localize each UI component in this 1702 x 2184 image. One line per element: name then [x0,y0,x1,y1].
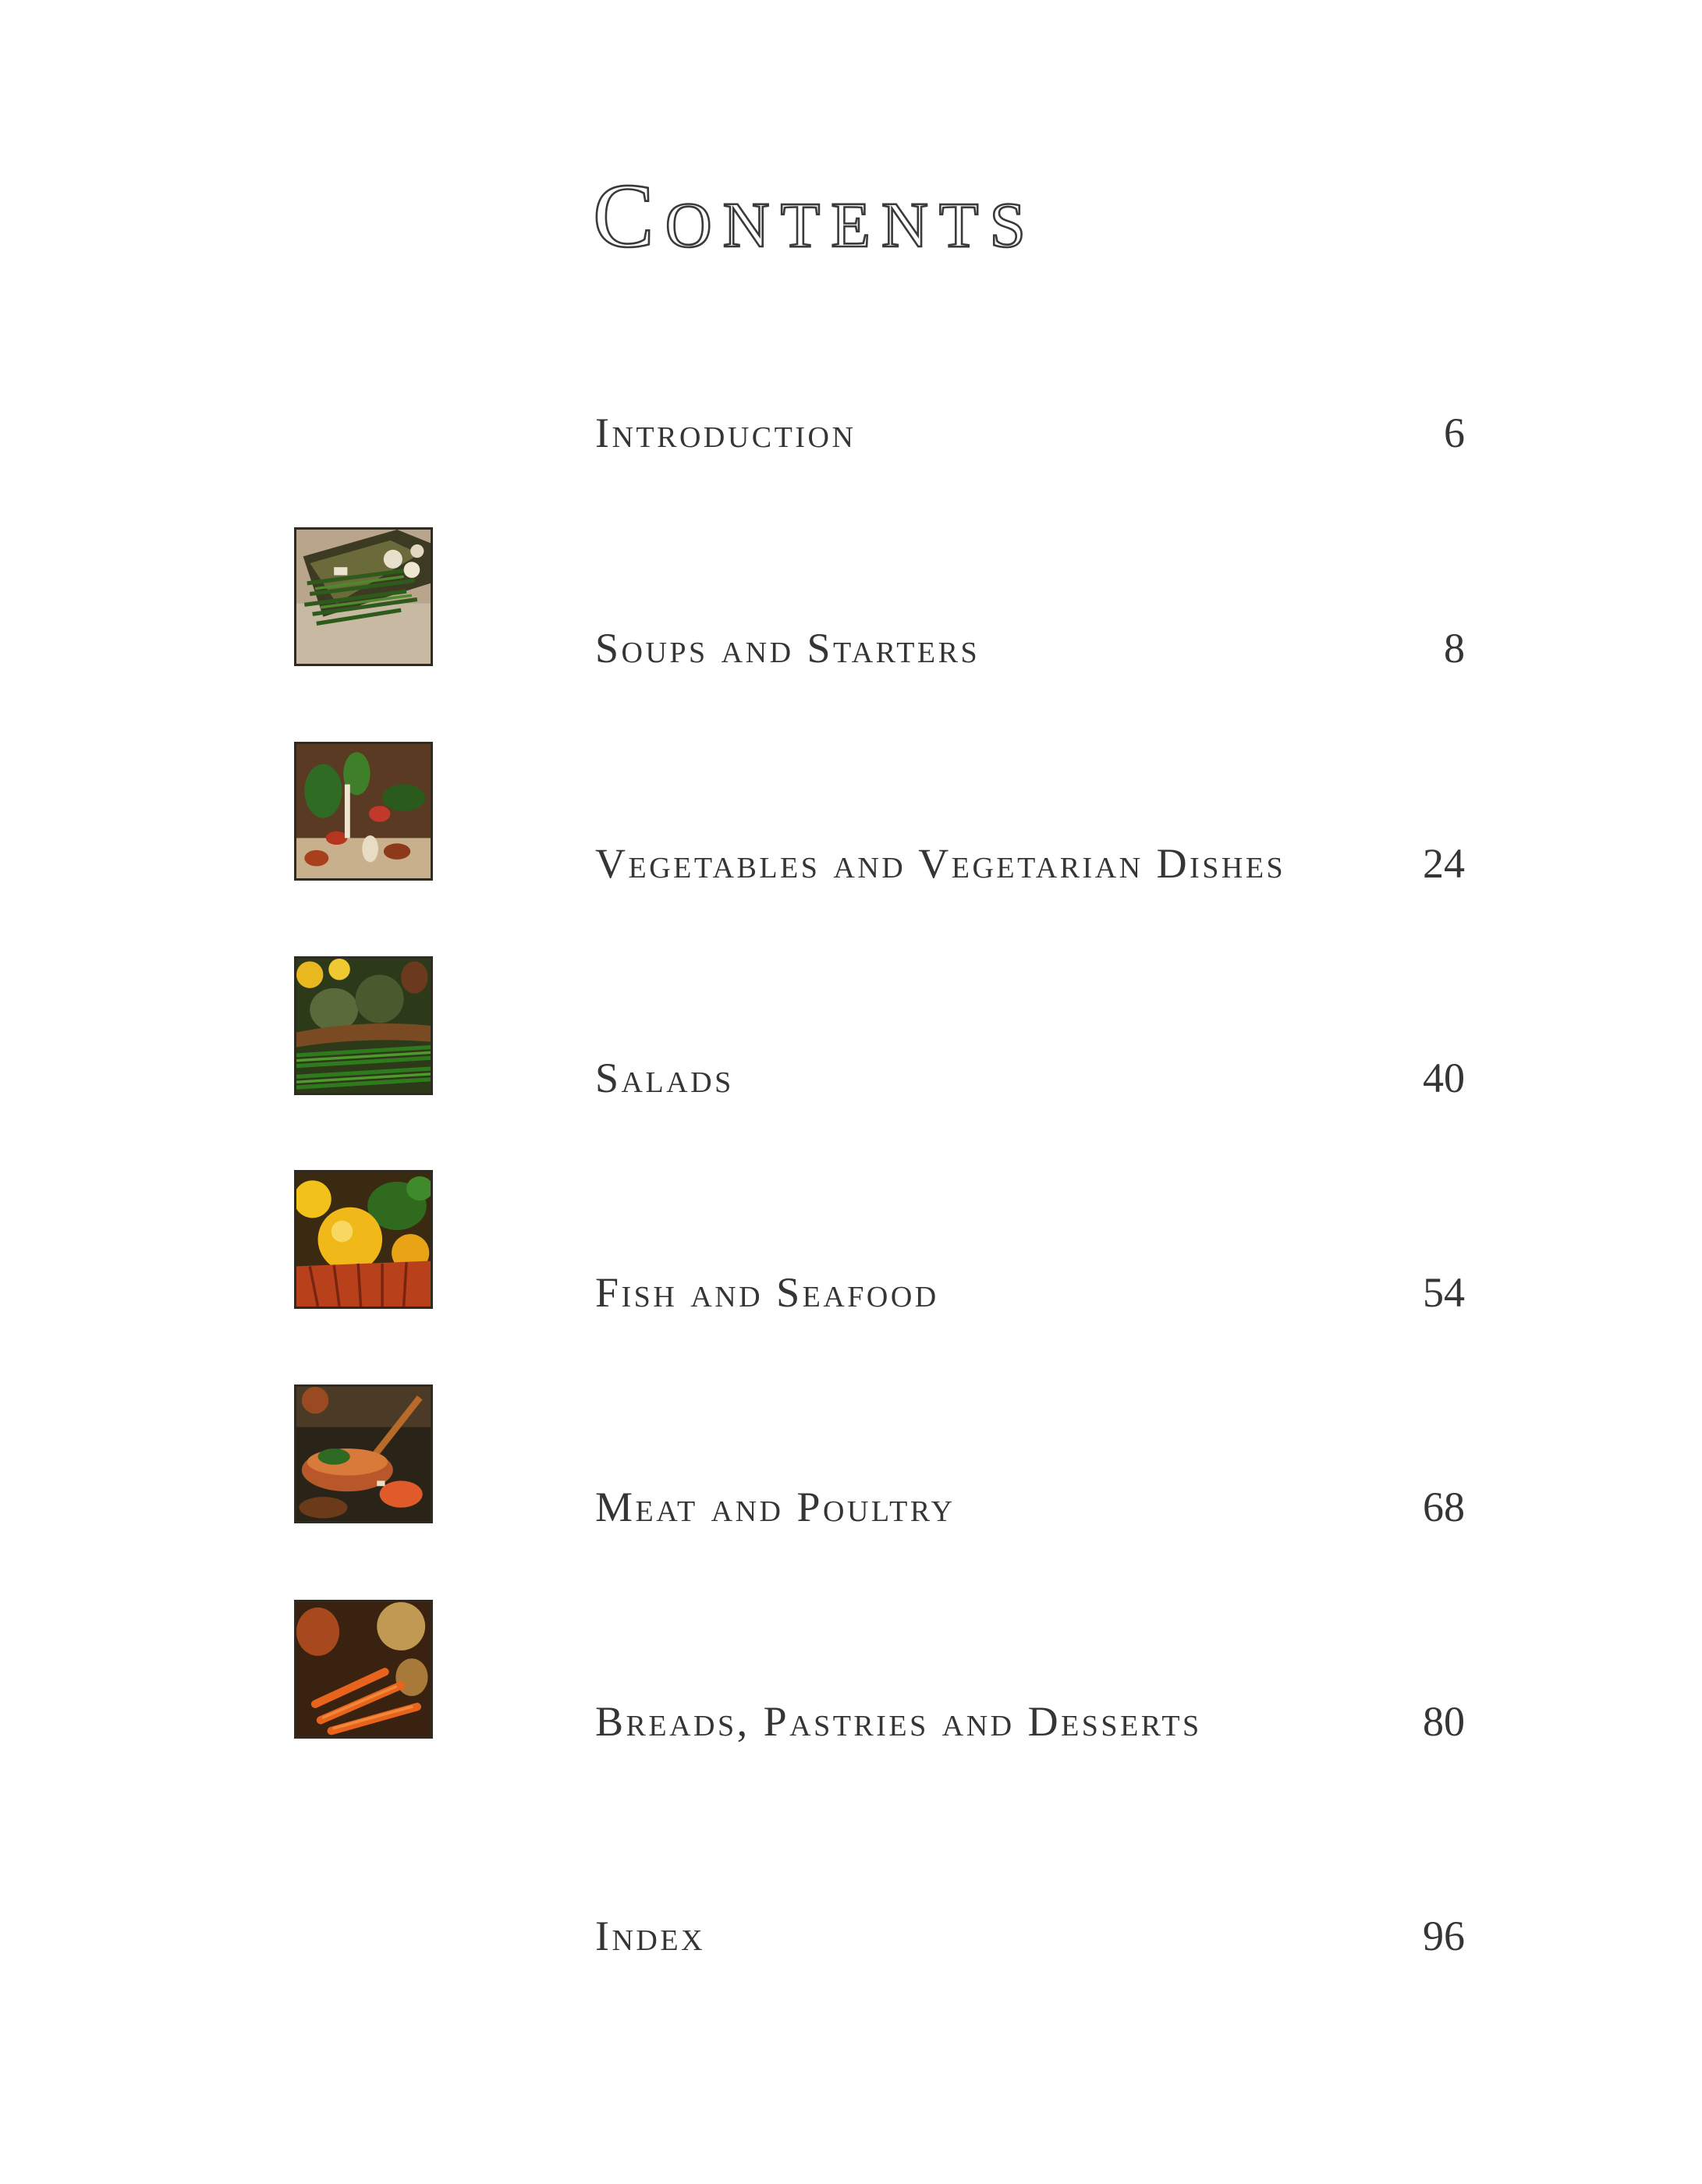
toc-entry-soups-and-starters[interactable] [0,617,1702,679]
toc-entry-label: Index [595,1913,706,1959]
toc-entry-breads-pastries-and-desserts[interactable] [0,1690,1702,1753]
toc-entry-label: Salads [595,1055,734,1101]
toc-entry-fish-and-seafood[interactable] [0,1261,1702,1324]
toc-entry-page-number: 68 [1423,1484,1465,1530]
toc-entry-page-number: 80 [1423,1698,1465,1745]
toc-entry-label: Vegetables and Vegetarian Dishes [595,840,1286,887]
toc-entry-label: Breads, Pastries and Desserts [595,1698,1202,1745]
toc-entry-label: Meat and Poultry [595,1484,956,1530]
toc-entry-page-number: 8 [1444,625,1465,672]
toc-entry-meat-and-poultry[interactable] [0,1476,1702,1538]
toc-entry-page-number: 96 [1423,1913,1465,1959]
page-title: Contents [593,165,1037,267]
toc-entry-page-number: 24 [1423,840,1465,887]
toc-entry-salads[interactable] [0,1047,1702,1109]
toc-entry-vegetables-and-vegetarian-dishes[interactable] [0,832,1702,895]
toc-entry-page-number: 6 [1444,410,1465,456]
toc-entry-label: Soups and Starters [595,625,980,672]
toc-entry-index[interactable] [0,1905,1702,1967]
toc-entry-label: Introduction [595,410,856,456]
toc-entry-introduction[interactable] [0,402,1702,464]
toc-entry-page-number: 54 [1423,1269,1465,1316]
toc-entry-page-number: 40 [1423,1055,1465,1101]
toc-entry-label: Fish and Seafood [595,1269,939,1316]
